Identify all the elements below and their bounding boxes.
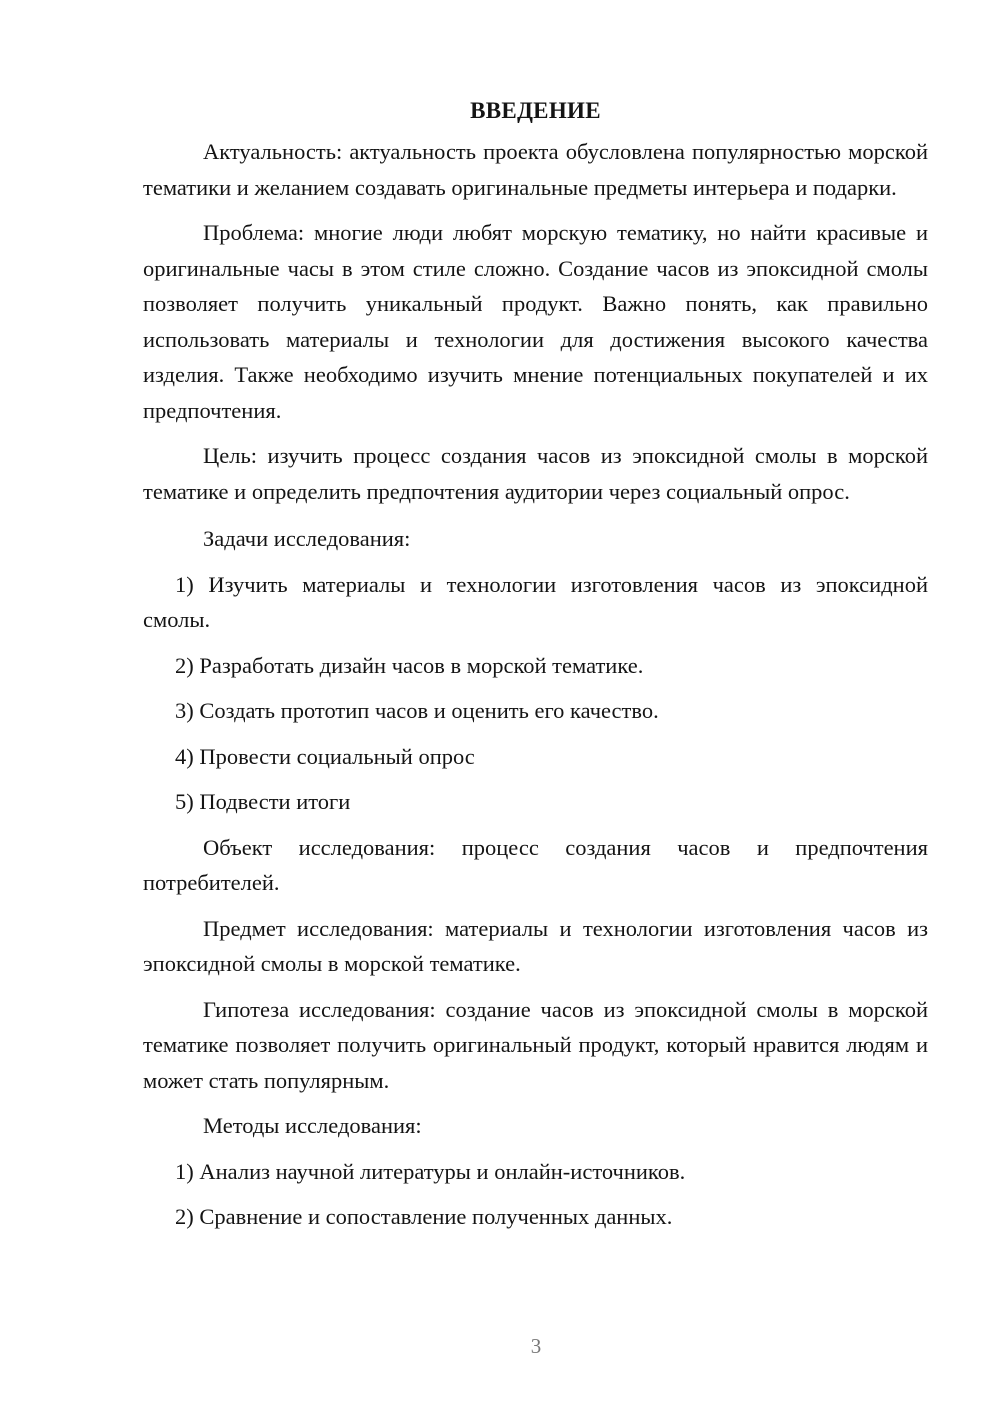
problem-paragraph: Проблема: многие люди любят морскую тематику, но найти красивые и оригинальные часы в этом стиле сложно. Создание часов из эпоксидной смолы позволяет получить уникальный продукт. Важно понять, как правильно использовать материалы и технологии для достижения высокого качества изделия. Также необходимо изучить мнение потенциальных покупателей и их предпочтения. (143, 220, 928, 423)
task-item: 1) Изучить материалы и технологии изготовления часов из эпоксидной смолы. (143, 571, 928, 632)
task-item: 2) Разработать дизайн часов в морской тематике. (175, 652, 644, 678)
method-item: 1) Анализ научной литературы и онлайн-источников. (175, 1158, 686, 1184)
page-number: 3 (530, 1334, 542, 1358)
section-heading: ВВЕДЕНИЕ (470, 98, 601, 123)
subject-paragraph: Предмет исследования: материалы и технологии изготовления часов из эпоксидной смолы в морской тематике. (143, 915, 928, 976)
document-page (143, 96, 928, 1235)
hypothesis-paragraph: Гипотеза исследования: создание часов из эпоксидной смолы в морской тематике позволяет получить оригинальный продукт, который нравится людям и может стать популярным. (143, 996, 928, 1093)
relevance-paragraph: Актуальность: актуальность проекта обусловлена популярностью морской тематики и желанием создавать оригинальные предметы интерьера и подарки. (143, 139, 928, 200)
methods-title: Методы исследования: (203, 1113, 422, 1138)
task-item: 4) Провести социальный опрос (175, 743, 475, 769)
task-item: 3) Создать прототип часов и оценить его качество. (175, 698, 659, 723)
object-paragraph: Объект исследования: процесс создания часов и предпочтения потребителей. (143, 834, 928, 895)
goal-paragraph: Цель: изучить процесс создания часов из эпоксидной смолы в морской тематике и определить предпочтения аудитории через социальный опрос. (143, 443, 928, 504)
tasks-title: Задачи исследования: (203, 526, 411, 551)
task-item: 5) Подвести итоги (175, 789, 351, 814)
method-item: 2) Сравнение и сопоставление полученных данных. (175, 1204, 673, 1229)
